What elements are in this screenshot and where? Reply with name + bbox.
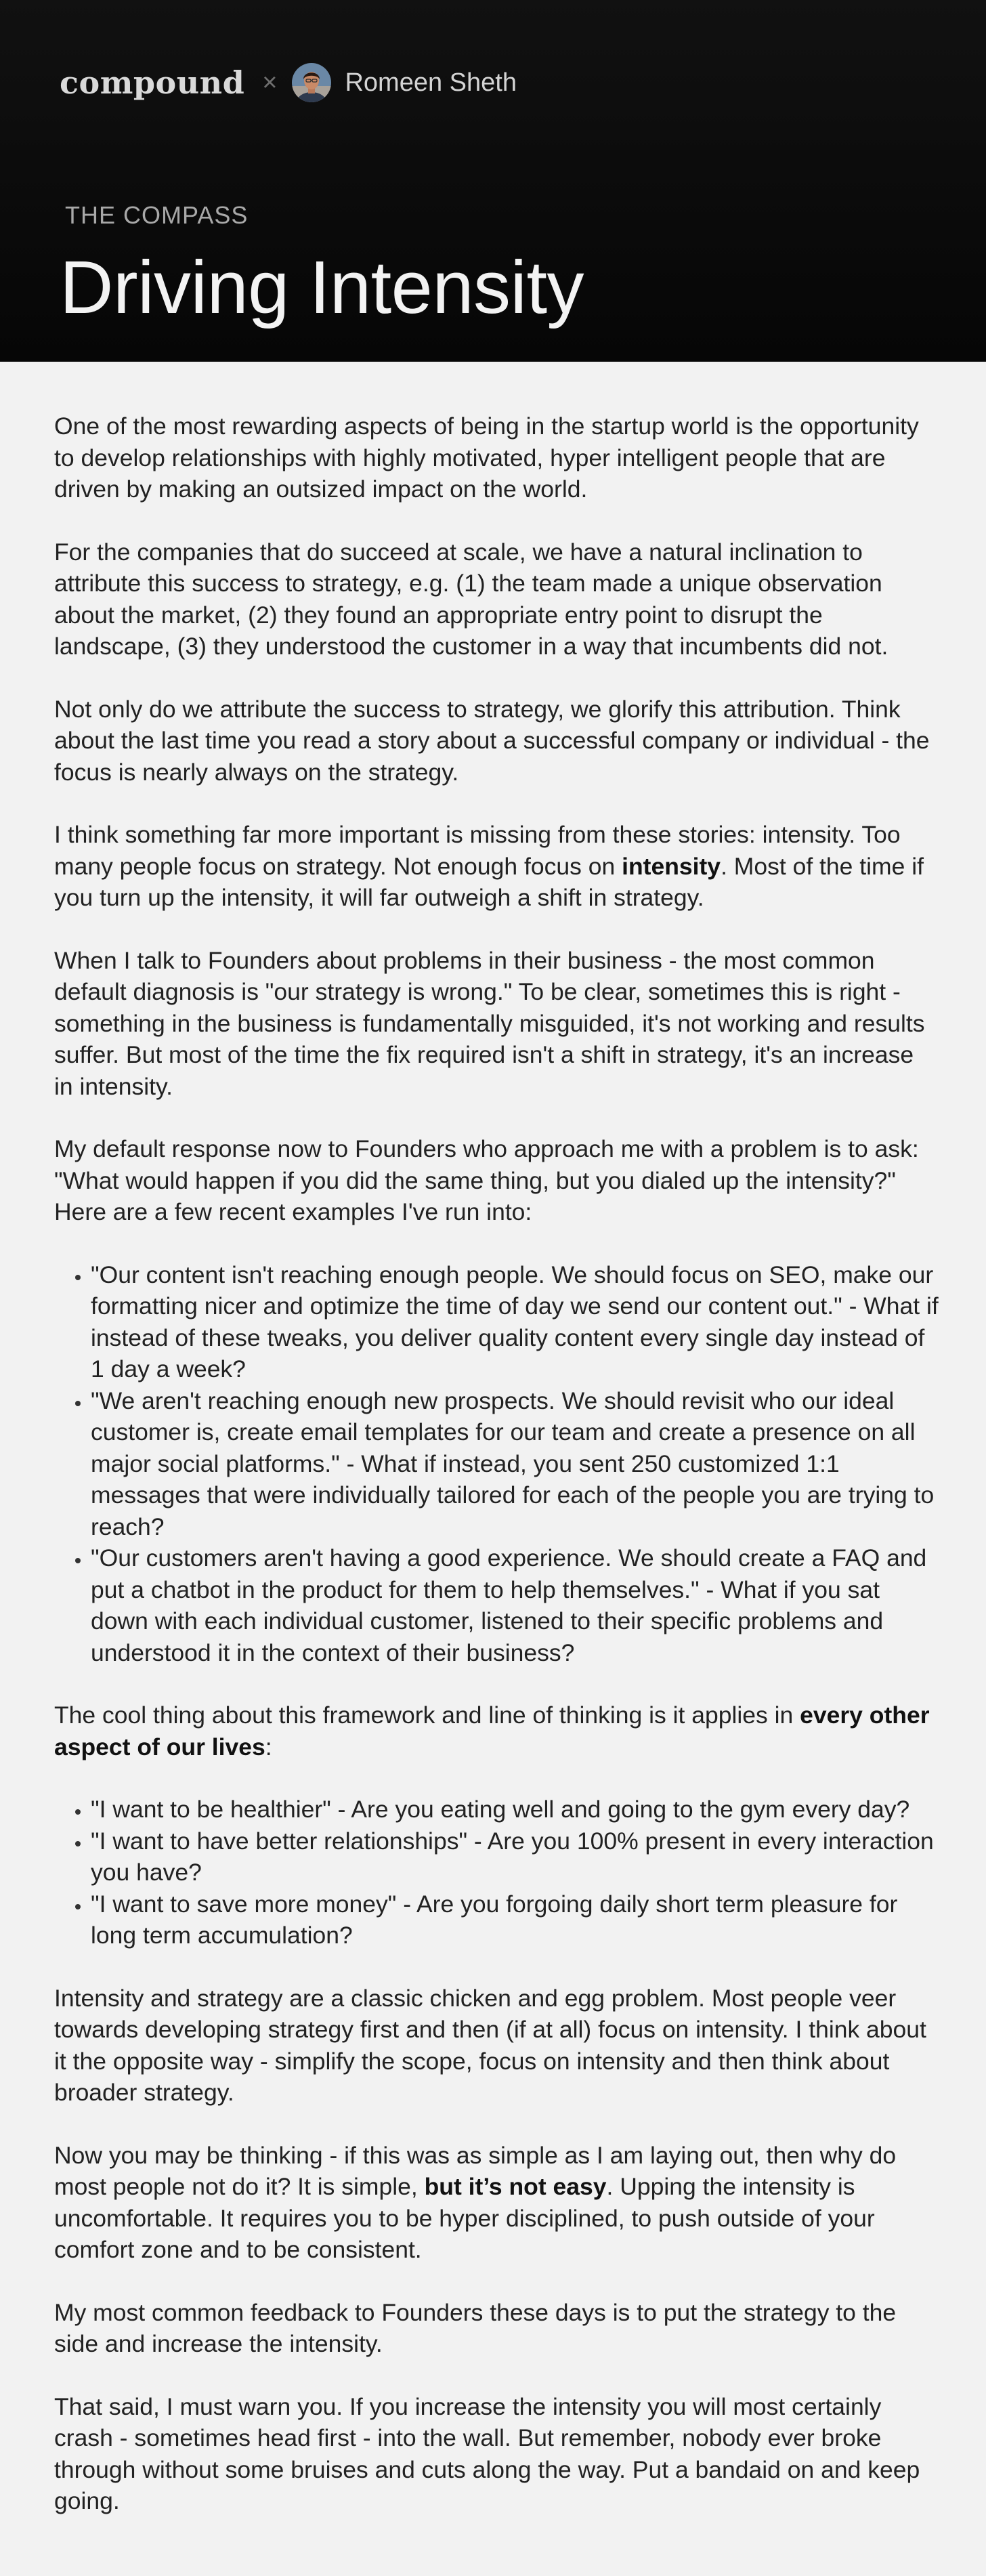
- publication-section-label: THE COMPASS: [65, 201, 249, 229]
- text-run: :: [265, 1733, 272, 1760]
- article-body: [54, 410, 939, 2548]
- paragraph-feedback: My most common feedback to Founders these days is to put the strategy to the side and increase the intensity.: [54, 2298, 897, 2357]
- list-item: • "I want to be healthier" - Are you eating well and going to the gym every day?: [91, 1794, 939, 1825]
- text-run: . Upping the intensity is uncomfortable. It requires you to be hyper disciplined, to push outside of your comfort zone and to be consistent.: [54, 2173, 875, 2263]
- emphasis-not-easy: but it’s not easy: [424, 2173, 607, 2200]
- list-item: • "I want to save more money" - Are you forgoing daily short term pleasure for long term accumulation?: [91, 1888, 939, 1951]
- paragraph-founders-diagnosis: When I talk to Founders about problems in their business - the most common default diagnosis is "our strategy is wrong." To be clear, sometimes this is right - something in the business is fundamentally misguided, it's not working and results suffer. But most of the time the fix required isn't a shift in strategy, it's an increase in intensity.: [54, 946, 925, 1100]
- paragraph-chicken-egg: Intensity and strategy are a classic chicken and egg problem. Most people veer towards developing strategy first and then (if at all) focus on intensity. I think about it the opposite way - simplify the scope, focus on intensity and then think about broader strategy.: [54, 1984, 926, 2106]
- paragraph-simple-not-easy: [54, 2140, 939, 2266]
- author-name[interactable]: Romeen Sheth: [345, 68, 517, 97]
- avatar-portrait-icon: [292, 63, 331, 102]
- list-item: • "We aren't reaching enough new prospects. We should revisit who our ideal customer is, create email templates for our team and create a presence on all major social platforms." - What if instead, you sent 250 customized 1:1 messages that were individually tailored for each of the people you are trying to reach?: [91, 1385, 939, 1543]
- author-avatar[interactable]: [292, 63, 331, 102]
- list-item: • "Our content isn't reaching enough people. We should focus on SEO, make our formatting nicer and optimize the time of day we send our content out." - What if instead of these tweaks, you deliver quality content every single day instead of 1 day a week?: [91, 1259, 939, 1385]
- text-run: . Most of the time if you turn up the intensity, it will far outweigh a shift in strategy.: [54, 852, 924, 911]
- text-run: The cool thing about this framework and line of thinking is it applies in: [54, 1702, 800, 1729]
- paragraph-warning: That said, I must warn you. If you increase the intensity you will most certainly crash - sometimes head first - into the wall. But remember, nobody ever broke through without some bruises and cuts along the way. Put a bandaid on and keep going.: [54, 2392, 920, 2514]
- text-run: Now you may be thinking - if this was as simple as I am laying out, then why do most people not do it? It is simple,: [54, 2141, 897, 2200]
- founder-examples-list: [54, 1259, 939, 1669]
- hero-header: [0, 0, 986, 362]
- paragraph-intensity-missing: [54, 819, 939, 914]
- list-item: • "Our customers aren't having a good experience. We should create a FAQ and put a chatbot in the product for them to help themselves." - What if you sat down with each individual customer, listened to their specific problems and understood it in the context of their business?: [91, 1542, 939, 1668]
- emphasis-every-aspect: every other aspect of our lives: [54, 1702, 930, 1760]
- paragraph-glorify: Not only do we attribute the success to strategy, we glorify this attribution. Think about the last time you read a story about a successful company or individual - the focus is nearly always on the strategy.: [54, 695, 930, 786]
- life-examples-list: [54, 1794, 939, 1951]
- text-run: I think something far more important is missing from these stories: intensity. Too many people focus on strategy. Not enough focus on: [54, 821, 901, 880]
- paragraph-intro: One of the most rewarding aspects of being in the startup world is the opportunity to develop relationships with highly motivated, hyper intelligent people that are driven by making an outsized impact on the world.: [54, 413, 919, 503]
- paragraph-default-response: My default response now to Founders who approach me with a problem is to ask: "What would happen if you did the same thing, but you dialed up the intensity?" Here are a few recent examples I've run into:: [54, 1135, 919, 1225]
- compound-logo[interactable]: compound: [60, 64, 245, 101]
- article-title: Driving Intensity: [60, 246, 584, 329]
- emphasis-intensity: intensity: [622, 852, 721, 880]
- paragraph-strategy-attribution: For the companies that do succeed at scale, we have a natural inclination to attribute this success to strategy, e.g. (1) the team made a unique observation about the market, (2) they found an appropriate entry point to disrupt the landscape, (3) they understood the customer in a way that incumbents did not.: [54, 538, 888, 660]
- paragraph-framework: [54, 1699, 939, 1762]
- collaboration-separator: ×: [262, 68, 278, 97]
- brand-row: [60, 61, 517, 104]
- list-item: • "I want to have better relationships" - Are you 100% present in every interaction you have?: [91, 1825, 939, 1888]
